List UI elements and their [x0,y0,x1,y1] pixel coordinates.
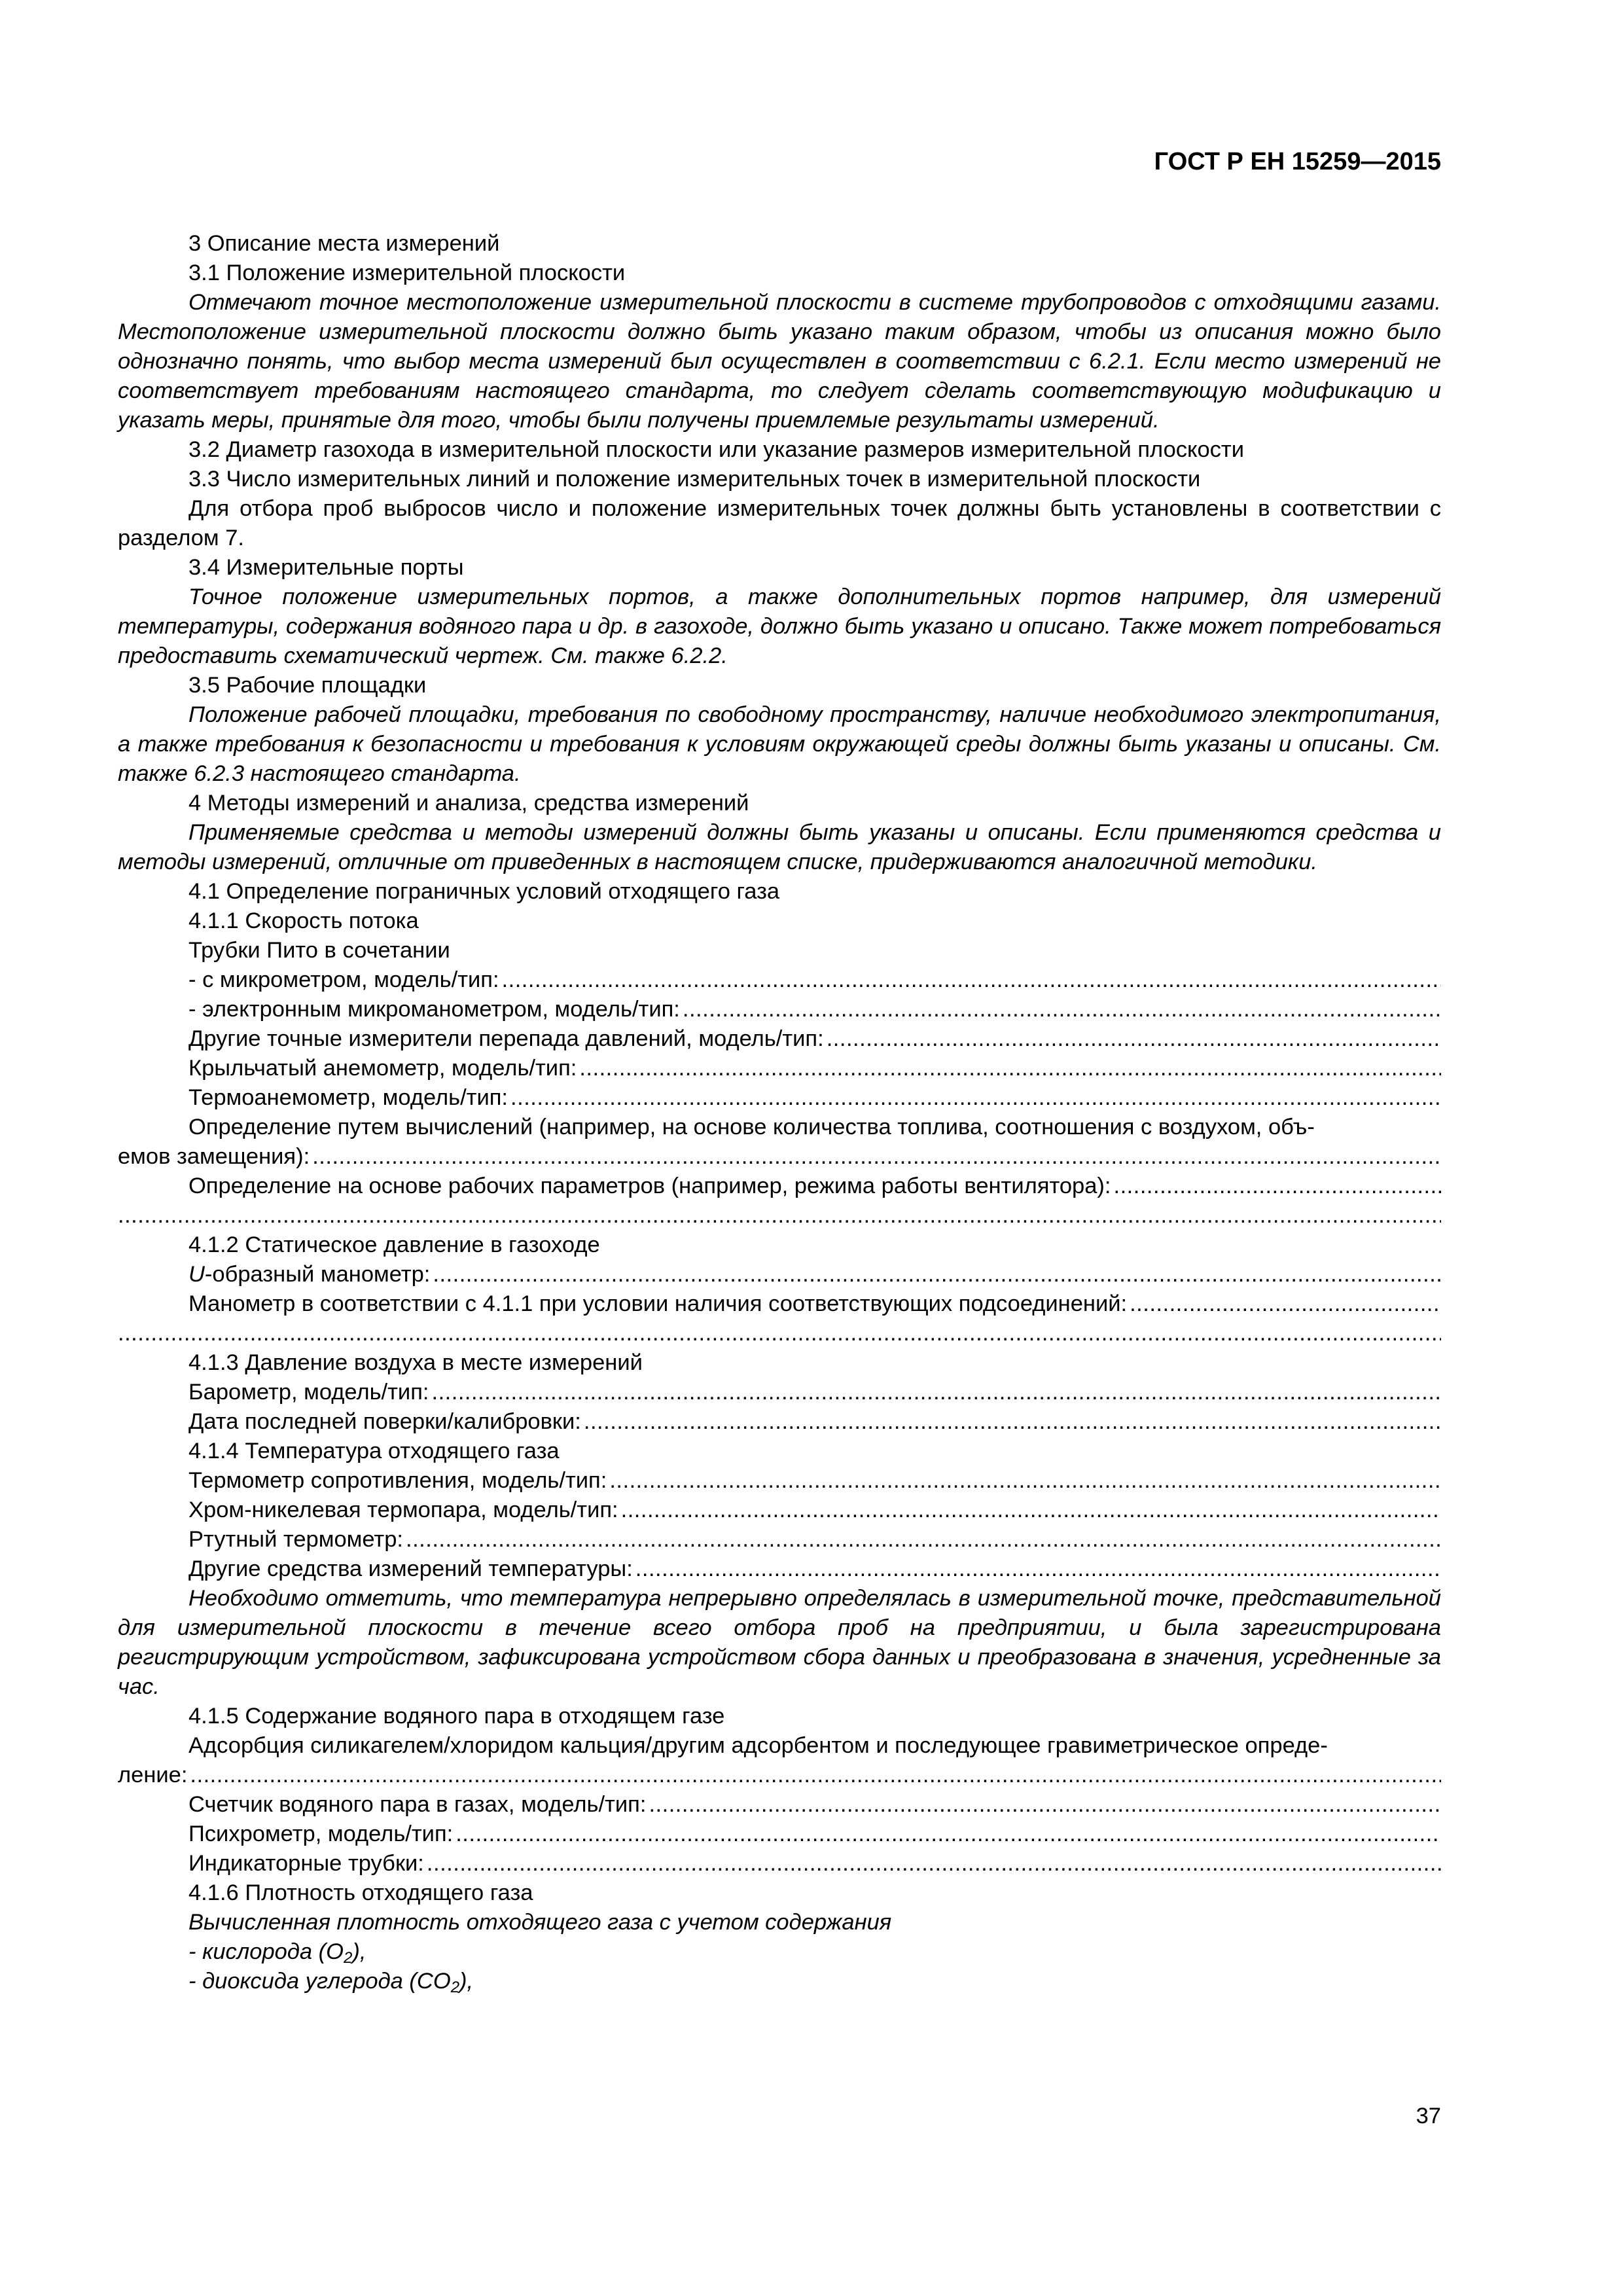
field-label: Индикаторные трубки: [188,1851,424,1876]
co2-subscript: 2 [450,1979,460,1996]
fill-field-psychrometer[interactable] [118,1820,1441,1849]
dot-leader [510,1083,1441,1113]
dot-leader [1114,1172,1442,1201]
dot-leader [455,1820,1441,1849]
oxygen-close: ), [352,1939,366,1964]
fill-field-mercury-thermometer[interactable] [118,1525,1441,1554]
oxygen-text: - кислорода (O [188,1939,344,1964]
document-code: ГОСТ Р ЕН 15259—2015 [1154,148,1441,175]
field-label: Барометр, модель/тип: [188,1380,429,1405]
dot-leader [502,965,1441,995]
subsection-heading: 3.1 Положение измерительной плоскости [188,260,626,285]
field-label: Крыльчатый анемометр, модель/тип: [188,1056,577,1081]
instruction-paragraph: Точное положение измерительных портов, а также дополнительных портов например, для измерений температуры, содержания водяного пара и др. в газоходе, должно быть указано и описано. Также может потребоваться предоставить схематический чертеж. См. также 6.2.2. [118,584,1441,668]
field-label: Другие средства измерений температуры: [188,1556,633,1581]
dot-leader [190,1761,1441,1790]
fill-field-adsorption[interactable] [118,1761,1441,1790]
dot-leader [635,1554,1441,1584]
dot-leader [827,1024,1441,1054]
blank-dot-line[interactable] [118,1201,1441,1230]
dot-leader [406,1525,1441,1554]
field-label: Манометр в соответствии с 4.1.1 при условии наличия соответствующих подсоединений: [188,1291,1128,1316]
field-label: Адсорбция силикагелем/хлоридом кальция/другим адсорбентом и последующее гравиметрическое опреде- [188,1733,1328,1758]
subsection-heading: 4.1.5 Содержание водяного пара в отходящем газе [188,1704,725,1729]
fill-field-vane-anemometer[interactable] [118,1054,1441,1083]
subsection-heading: 3.4 Измерительные порты [188,555,464,580]
fill-field-thermocouple[interactable] [118,1496,1441,1525]
field-label: Ртутный термометр: [188,1527,403,1552]
subsection-heading: 4.1.2 Статическое давление в газоходе [188,1232,600,1257]
subsection-heading: 3.5 Рабочие площадки [188,673,427,698]
subsection-heading: 3.3 Число измерительных линий и положение измерительных точек в измерительной плоскости [188,467,1201,492]
dot-leader [609,1466,1441,1496]
instruction-paragraph: Применяемые средства и методы измерений должны быть указаны и описаны. Если применяются средства и методы измерений, отличные от приведенных в настоящем списке, придерживаются аналогичной методики. [118,820,1441,874]
fill-field-electronic-micromanometer[interactable] [118,995,1441,1024]
field-label: Хром-никелевая термопара, модель/тип: [188,1498,618,1522]
calc-line-1 [118,1113,1441,1142]
subsection-heading: 4.1.3 Давление воздуха в месте измерений [188,1350,643,1375]
field-label: Термоанемометр, модель/тип: [188,1085,508,1110]
instruction-paragraph: Отмечают точное местоположение измерительной плоскости в системе трубопроводов с отходящими газами. Местоположение измерительной плоскости должно быть указано таким образом, чтобы из описания можно было однозначно понять, что выбор места измерений был осуществлен в соответствии с 6.2.1. Если место измерений не соответствует требованиям настоящего стандарта, то следует сделать соответствующую модификацию и указать меры, принятые для того, чтобы были получены приемлемые результаты измерений. [118,290,1441,433]
dot-leader [683,995,1441,1024]
fill-field-u-manometer[interactable] [118,1260,1441,1289]
adsorption-line-1 [118,1731,1441,1761]
blank-dot-line[interactable] [118,1319,1441,1348]
field-label: емов замещения): [118,1144,310,1169]
fill-field-indicator-tubes[interactable] [118,1849,1441,1878]
list-item-co2 [118,1967,1441,1996]
page-body [118,229,1441,1996]
fill-field-micrometer[interactable] [118,965,1441,995]
section-heading: 3 Описание места измерений [188,231,500,256]
field-label: - электронным микроманометром, модель/тип: [188,997,680,1022]
dot-leader [433,1260,1441,1289]
field-label: Другие точные измерители перепада давлений, модель/тип: [188,1026,824,1051]
dot-leader [584,1407,1441,1437]
field-label: ление: [118,1763,188,1787]
field-label [188,1260,430,1289]
field-label: Дата последней поверки/калибровки: [188,1409,581,1434]
fill-field-last-calibration[interactable] [118,1407,1441,1437]
subsection-heading: 3.2 Диаметр газохода в измерительной плоскости или указание размеров измерительной плоскости [188,437,1244,462]
oxygen-subscript: 2 [344,1949,353,1967]
subsection-heading: 4.1.4 Температура отходящего газа [188,1439,560,1463]
subsection-heading: 4.1 Определение пограничных условий отходящего газа [188,879,780,904]
u-letter: U [188,1262,205,1287]
field-label: Счетчик водяного пара в газах, модель/тип: [188,1792,647,1817]
body-paragraph: Для отбора проб выбросов число и положение измерительных точек должны быть установлены в соответствии с разделом 7. [118,496,1441,550]
dot-leader [621,1496,1441,1525]
field-label: Термометр сопротивления, модель/тип: [188,1468,607,1493]
fill-field-other-temperature[interactable] [118,1554,1441,1584]
dot-leader [431,1378,1441,1407]
fill-field-barometer[interactable] [118,1378,1441,1407]
co2-text: - диоксида углерода (CO [188,1969,451,1994]
fill-field-resistance-thermometer[interactable] [118,1466,1441,1496]
field-label: Определение на основе рабочих параметров (например, режима работы вентилятора): [188,1174,1111,1198]
instruction-paragraph: Вычисленная плотность отходящего газа с учетом содержания [188,1910,892,1935]
fill-field-thermoanemometer[interactable] [118,1083,1441,1113]
field-label: Психрометр, модель/тип: [188,1821,454,1846]
fill-field-calculation[interactable] [118,1142,1441,1172]
fill-field-other-dp-meter[interactable] [118,1024,1441,1054]
fill-field-manometer-411[interactable] [118,1289,1441,1319]
dot-leader [1130,1289,1441,1319]
dot-leader [312,1142,1441,1172]
instruction-paragraph: Необходимо отметить, что температура непрерывно определялась в измерительной точке, представительной для измерительной плоскости в течение всего отбора проб на предприятии, и была зарегистрирована регистрирующим устройством, зафиксирована устройством сбора данных и преобразована в значения, усредненные за час. [118,1586,1441,1699]
list-label: Трубки Пито в сочетании [188,938,450,963]
fill-field-operating-params[interactable] [118,1172,1441,1201]
u-manometer-text: -образный манометр: [204,1262,431,1287]
dot-leader [427,1849,1441,1878]
section-heading: 4 Методы измерений и анализа, средства измерений [188,791,749,816]
dot-leader [579,1054,1441,1083]
subsection-heading: 4.1.1 Скорость потока [188,908,419,933]
field-label: - с микрометром, модель/тип: [188,967,499,992]
co2-close: ), [459,1969,474,1994]
subsection-heading: 4.1.6 Плотность отходящего газа [188,1880,533,1905]
fill-field-vapor-counter[interactable] [118,1790,1441,1820]
list-item-oxygen [118,1937,1441,1967]
dot-leader [649,1790,1441,1820]
page-number: 37 [1416,2104,1441,2128]
instruction-paragraph: Положение рабочей площадки, требования по свободному пространству, наличие необходимого электропитания, а также требования к безопасности и требования к условиям окружающей среды должны быть указаны и описаны. См. также 6.2.3 настоящего стандарта. [118,702,1441,786]
field-label: Определение путем вычислений (например, на основе количества топлива, соотношения с воздухом, объ- [188,1115,1315,1139]
